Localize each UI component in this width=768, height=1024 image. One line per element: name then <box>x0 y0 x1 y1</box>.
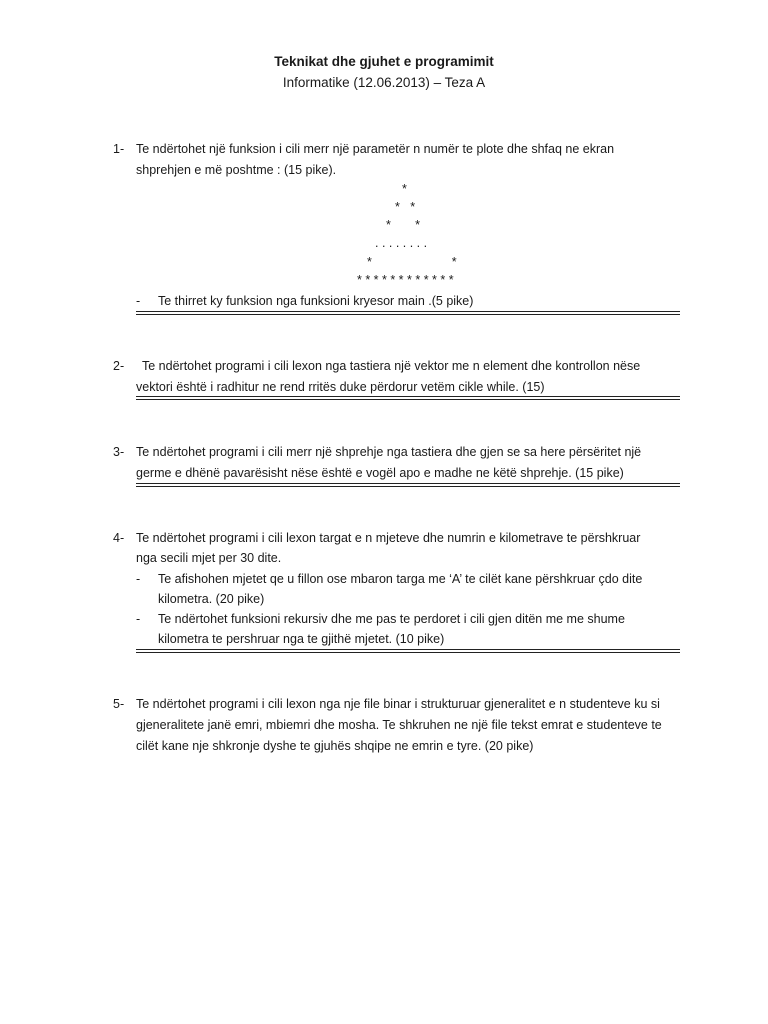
q5-line2: gjeneralitete janë emri, mbiemri dhe mosha. Te shkruhen ne një file tekst emrat e studenteve te <box>136 718 662 732</box>
q1-number: 1- <box>113 142 125 156</box>
pattern-row: * * <box>395 200 416 214</box>
q4-line2: nga secili mjet per 30 dite. <box>136 551 282 565</box>
q4-bullet2-mark: - <box>136 612 141 626</box>
q1-line1: Te ndërtohet një funksion i cili merr një parametër n numër te plote dhe shfaq ne ekran <box>136 142 615 156</box>
q3-line1: Te ndërtohet programi i cili merr një shprehje nga tastiera dhe gjen se sa here përsëritet një <box>136 445 642 459</box>
pattern-row: * * <box>367 255 457 269</box>
q4-line1: Te ndërtohet programi i cili lexon targat e n mjeteve dhe numrin e kilometrave te përshkruar <box>136 531 641 545</box>
pattern-row: . . . . . . . . <box>375 236 428 250</box>
q4-bullet2-line2: kilometra te pershruar nga te gjithë mjetet. (10 pike) <box>158 632 445 646</box>
divider <box>136 396 680 400</box>
pattern-row: * <box>402 182 407 196</box>
q4-bullet1-mark: - <box>136 572 141 586</box>
q2-line1: Te ndërtohet programi i cili lexon nga tastiera një vektor me n element dhe kontrollon nëse <box>142 359 641 373</box>
q4-number: 4- <box>113 531 125 545</box>
q5-line1: Te ndërtohet programi i cili lexon nga nje file binar i strukturuar gjeneralitet e n studenteve ku si <box>136 697 660 711</box>
q5-line3: cilët kane nje shkronje dyshe te gjuhës shqipe ne emrin e tyre. (20 pike) <box>136 739 534 753</box>
q4-bullet1-line2: kilometra. (20 pike) <box>158 592 265 606</box>
q3-number: 3- <box>113 445 125 459</box>
q1-bullet: Te thirret ky funksion nga funksioni kryesor main .(5 pike) <box>158 294 474 308</box>
pattern-row: * * <box>386 218 421 232</box>
q5-number: 5- <box>113 697 125 711</box>
divider <box>136 483 680 487</box>
exam-title: Teknikat dhe gjuhet e programimit <box>274 54 494 69</box>
q4-bullet1-line1: Te afishohen mjetet qe u fillon ose mbaron targa me ‘A’ te cilët kane përshkruar çdo dite <box>158 572 643 586</box>
q4-bullet2-line1: Te ndërtohet funksioni rekursiv dhe me pas te perdoret i cili gjen ditën me me shume <box>158 612 625 626</box>
q2-number: 2- <box>113 359 125 373</box>
divider <box>136 649 680 653</box>
divider <box>136 311 680 315</box>
pattern-row: * * * * * * * * * * * * <box>357 273 454 287</box>
q1-bullet-mark: - <box>136 294 141 308</box>
exam-subtitle: Informatike (12.06.2013) – Teza A <box>282 75 486 90</box>
q3-line2: germe e dhënë pavarësisht nëse është e vogël apo e madhe ne këtë shprehje. (15 pike) <box>136 466 624 480</box>
q2-line2: vektori është i radhitur ne rend rritës duke përdorur vetëm cikle while. (15) <box>136 380 545 394</box>
q1-line2: shprehjen e më poshtme : (15 pike). <box>136 163 337 177</box>
